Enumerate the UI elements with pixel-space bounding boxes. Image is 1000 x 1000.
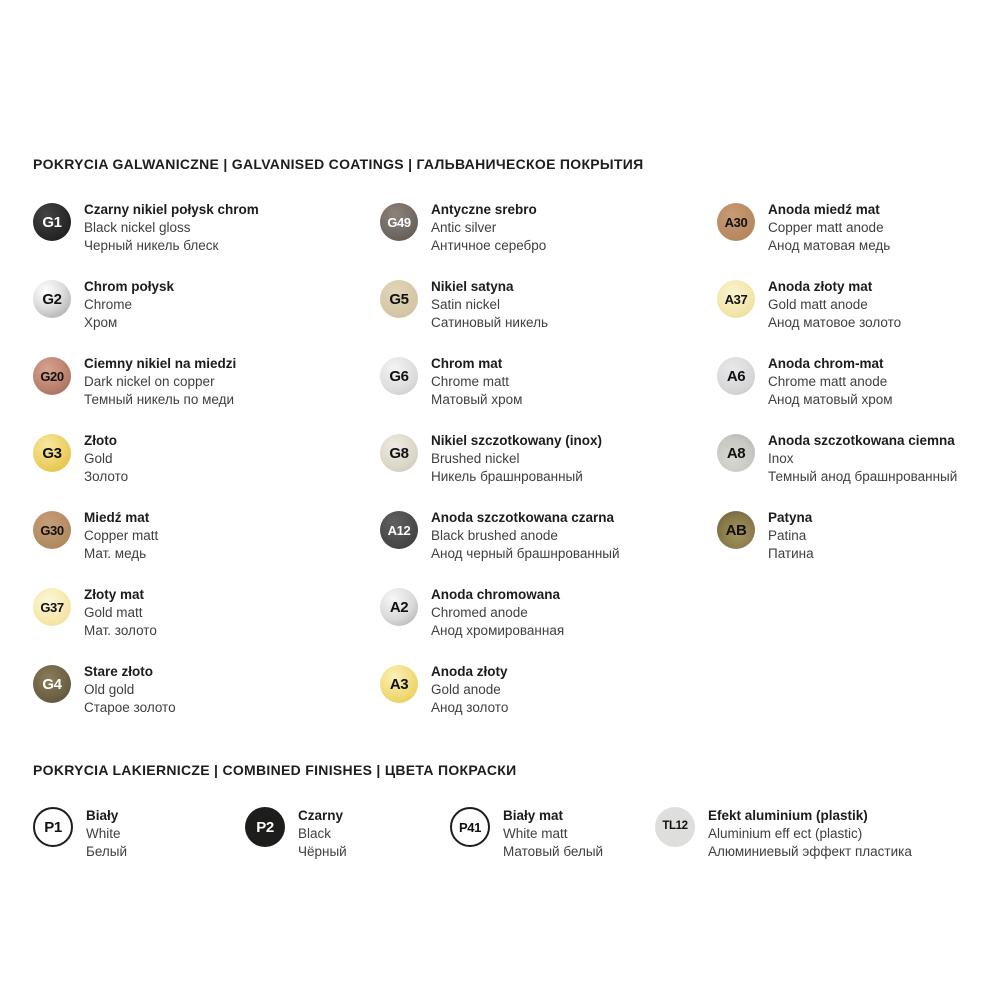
finish-name-ru: Темный анод брашнрованный	[768, 469, 958, 484]
finish-name-en: Gold matt anode	[768, 297, 868, 312]
finish-name-ru: Хром	[84, 315, 118, 330]
galvanised-grid	[33, 201, 970, 740]
finish-item-a2	[380, 586, 717, 644]
swatch-code: A8	[726, 444, 746, 462]
finish-name-en: Black brushed anode	[431, 528, 558, 543]
finish-name-ru: Темный никель по меди	[84, 392, 234, 407]
finish-labels	[84, 663, 176, 717]
finish-name-en: White	[86, 826, 121, 841]
finish-name-ru: Античное серебро	[431, 238, 547, 253]
finish-labels	[431, 278, 548, 332]
galvanised-column-2	[380, 201, 717, 740]
finish-name-ru: Мат. золото	[84, 623, 157, 638]
finish-name-en: White matt	[503, 826, 568, 841]
finish-name-en: Gold	[84, 451, 113, 466]
finish-name-pl: Biały	[86, 808, 119, 823]
finish-name-ru: Анод матовый хром	[768, 392, 893, 407]
swatch-code: G20	[40, 368, 64, 384]
finish-name-pl: Czarny	[298, 808, 344, 823]
finish-item-g30	[33, 509, 380, 567]
finish-name-ru: Анод матовая медь	[768, 238, 891, 253]
finish-item-g1	[33, 201, 380, 259]
finish-name-pl: Czarny nikiel połysk chrom	[84, 202, 259, 217]
finish-item-ab	[717, 509, 970, 567]
section-title-galvanised: POKRYCIA GALWANICZNE | GALVANISED COATINGS | ГАЛЬВАНИЧЕСКОЕ ПОКРЫТИЯ	[33, 156, 644, 172]
finish-name-ru: Алюминиевый эффект пластика	[708, 844, 912, 859]
finish-name-pl: Antyczne srebro	[431, 202, 537, 217]
swatch-g1	[33, 203, 71, 241]
finish-labels	[768, 432, 957, 486]
finish-name-pl: Efekt aluminium (plastik)	[708, 808, 868, 823]
swatch-g30	[33, 511, 71, 549]
finish-labels	[431, 509, 620, 563]
swatch-code: P2	[256, 818, 274, 836]
finish-item-p1	[33, 807, 245, 861]
finish-labels	[431, 432, 602, 486]
finish-name-ru: Черный никель блеск	[84, 238, 219, 253]
finish-name-ru: Матовый хром	[431, 392, 523, 407]
finish-name-en: Copper matt anode	[768, 220, 884, 235]
swatch-code: G37	[40, 599, 64, 615]
finish-name-en: Old gold	[84, 682, 135, 697]
swatch-code: A2	[389, 598, 409, 616]
finish-name-pl: Złoty mat	[84, 587, 145, 602]
swatch-code: G4	[42, 675, 62, 693]
finish-name-ru: Чёрный	[298, 844, 347, 859]
finish-item-g3	[33, 432, 380, 490]
swatch-p2	[245, 807, 285, 847]
finish-name-pl: Anoda chromowana	[431, 587, 561, 602]
finish-item-g4	[33, 663, 380, 721]
finish-name-ru: Анод черный брашнрованный	[431, 546, 620, 561]
swatch-code: A37	[724, 291, 748, 307]
finish-name-en: Antic silver	[431, 220, 497, 235]
finish-name-ru: Мат. медь	[84, 546, 147, 561]
finish-item-p41	[450, 807, 655, 861]
finish-name-pl: Anoda szczotkowana ciemna	[768, 433, 955, 448]
swatch-a3	[380, 665, 418, 703]
finish-item-g2	[33, 278, 380, 336]
finish-labels	[503, 807, 603, 861]
finish-name-en: Dark nickel on copper	[84, 374, 215, 389]
swatch-g6	[380, 357, 418, 395]
finish-name-pl: Nikiel satyna	[431, 279, 514, 294]
swatch-tl12	[655, 807, 695, 847]
swatch-g8	[380, 434, 418, 472]
swatch-g4	[33, 665, 71, 703]
swatch-code: A6	[726, 367, 746, 385]
finish-name-en: Copper matt	[84, 528, 159, 543]
finish-labels	[298, 807, 347, 861]
finish-item-a37	[717, 278, 970, 336]
finish-item-g8	[380, 432, 717, 490]
finish-name-pl: Anoda szczotkowana czarna	[431, 510, 615, 525]
swatch-code: G2	[42, 290, 62, 308]
finish-name-pl: Anoda miedź mat	[768, 202, 880, 217]
swatch-g49	[380, 203, 418, 241]
finish-name-pl: Chrom połysk	[84, 279, 175, 294]
swatch-g3	[33, 434, 71, 472]
finish-labels	[431, 663, 508, 717]
finish-labels	[84, 278, 174, 332]
finish-labels	[84, 432, 128, 486]
finish-item-g37	[33, 586, 380, 644]
finish-item-a6	[717, 355, 970, 413]
finish-name-pl: Patyna	[768, 510, 813, 525]
finish-name-pl: Miedź mat	[84, 510, 150, 525]
finish-name-en: Inox	[768, 451, 794, 466]
swatch-a30	[717, 203, 755, 241]
swatch-code: G49	[387, 214, 411, 230]
finish-name-en: Black nickel gloss	[84, 220, 191, 235]
finish-name-ru: Старое золото	[84, 700, 176, 715]
finish-name-en: Chrome matt	[431, 374, 510, 389]
finish-name-pl: Biały mat	[503, 808, 564, 823]
finish-item-a8	[717, 432, 970, 490]
finish-labels	[768, 355, 893, 409]
finish-labels	[84, 509, 158, 563]
swatch-g20	[33, 357, 71, 395]
finish-name-ru: Никель брашнрованный	[431, 469, 583, 484]
finish-name-ru: Анод хромированная	[431, 623, 565, 638]
finish-labels	[431, 586, 564, 640]
finish-name-en: Brushed nickel	[431, 451, 520, 466]
finish-labels	[86, 807, 127, 861]
swatch-code: A12	[387, 522, 411, 538]
finish-name-en: Patina	[768, 528, 807, 543]
finish-name-pl: Anoda chrom-mat	[768, 356, 884, 371]
finish-name-ru: Анод золото	[431, 700, 509, 715]
finish-name-pl: Stare złoto	[84, 664, 154, 679]
finish-labels	[431, 355, 522, 409]
finish-item-g5	[380, 278, 717, 336]
finish-name-ru: Анод матовое золото	[768, 315, 902, 330]
finish-name-en: Satin nickel	[431, 297, 501, 312]
swatch-code: P41	[459, 819, 481, 835]
swatch-code: G3	[42, 444, 62, 462]
swatch-p41	[450, 807, 490, 847]
galvanised-column-1	[33, 201, 380, 740]
finish-labels	[768, 278, 901, 332]
galvanised-column-3	[717, 201, 970, 586]
finish-name-en: Chrome matt anode	[768, 374, 888, 389]
finish-name-en: Gold anode	[431, 682, 501, 697]
finish-name-en: Gold matt	[84, 605, 143, 620]
finish-name-ru: Белый	[86, 844, 128, 859]
finish-name-ru: Матовый белый	[503, 844, 604, 859]
finish-labels	[84, 586, 157, 640]
swatch-a6	[717, 357, 755, 395]
finish-name-ru: Золото	[84, 469, 129, 484]
swatch-a12	[380, 511, 418, 549]
swatch-g37	[33, 588, 71, 626]
finish-name-ru: Сатиновый никель	[431, 315, 548, 330]
finish-name-pl: Anoda złoty mat	[768, 279, 873, 294]
finish-name-pl: Złoto	[84, 433, 117, 448]
finish-name-pl: Ciemny nikiel na miedzi	[84, 356, 237, 371]
finish-labels	[431, 201, 546, 255]
finish-labels	[768, 201, 890, 255]
swatch-code: A3	[389, 675, 409, 693]
finish-name-pl: Chrom mat	[431, 356, 503, 371]
finish-item-a30	[717, 201, 970, 259]
finish-item-a3	[380, 663, 717, 721]
swatch-a8	[717, 434, 755, 472]
swatch-a2	[380, 588, 418, 626]
swatch-code: A30	[724, 214, 748, 230]
swatch-code: G5	[389, 290, 409, 308]
finish-labels	[84, 355, 236, 409]
swatch-ab	[717, 511, 755, 549]
swatch-a37	[717, 280, 755, 318]
finish-name-en: Chromed anode	[431, 605, 528, 620]
swatch-code: P1	[44, 818, 62, 836]
swatch-code: G6	[389, 367, 409, 385]
swatch-code: G30	[40, 522, 64, 538]
swatch-code: TL12	[662, 820, 688, 833]
finish-item-g6	[380, 355, 717, 413]
section-title-lacquered: POKRYCIA LAKIERNICZE | COMBINED FINISHES | ЦВЕТА ПОКРАСКИ	[33, 762, 517, 778]
finish-name-en: Aluminium eff ect (plastic)	[708, 826, 863, 841]
swatch-code: AB	[725, 521, 747, 539]
lacquered-row	[33, 807, 970, 861]
finish-item-a12	[380, 509, 717, 567]
finish-item-tl12	[655, 807, 955, 861]
finish-item-g20	[33, 355, 380, 413]
finish-name-en: Chrome	[84, 297, 133, 312]
finish-name-pl: Anoda złoty	[431, 664, 508, 679]
finish-item-p2	[245, 807, 450, 861]
finish-labels	[84, 201, 259, 255]
swatch-g2	[33, 280, 71, 318]
swatch-g5	[380, 280, 418, 318]
finish-name-ru: Патина	[768, 546, 814, 561]
finish-labels	[768, 509, 814, 563]
finish-item-g49	[380, 201, 717, 259]
swatch-code: G1	[42, 213, 62, 231]
swatch-code: G8	[389, 444, 409, 462]
finish-labels	[708, 807, 912, 861]
finish-name-pl: Nikiel szczotkowany (inox)	[431, 433, 603, 448]
finish-name-en: Black	[298, 826, 332, 841]
swatch-p1	[33, 807, 73, 847]
